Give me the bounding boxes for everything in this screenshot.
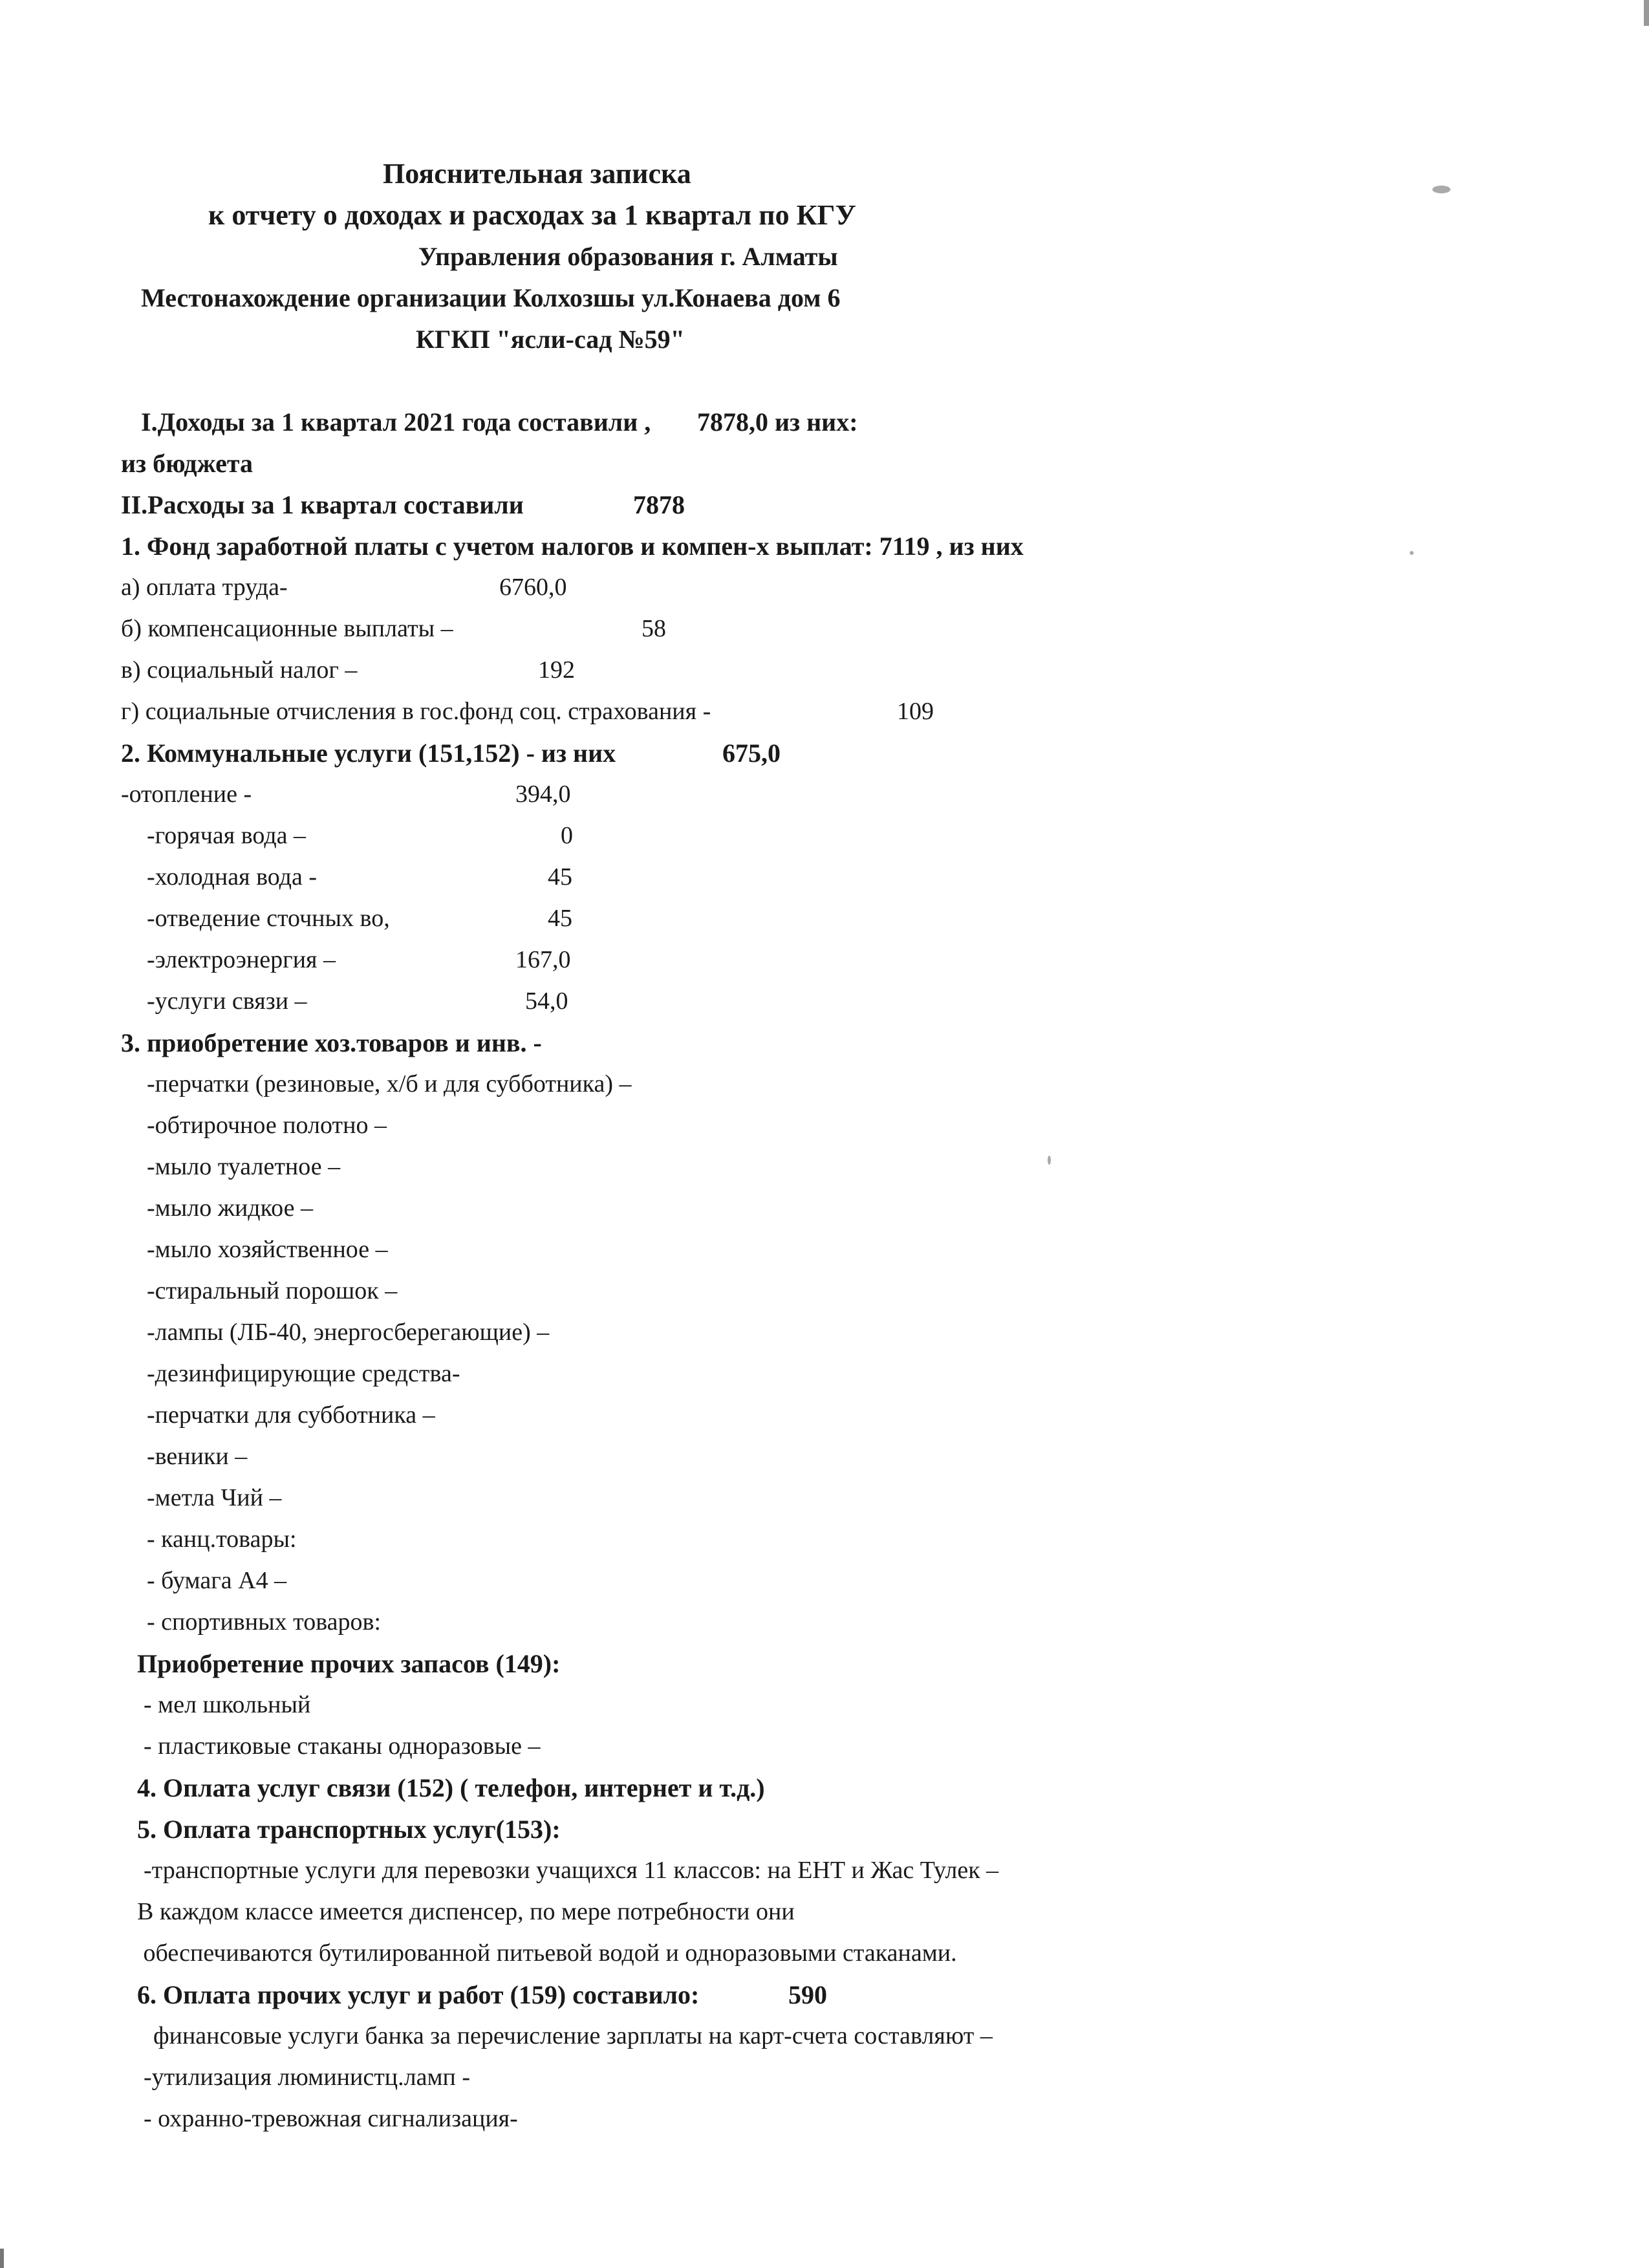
- supply-item: -мыло туалетное –: [147, 1153, 341, 1180]
- supply-item: -мыло хозяйственное –: [147, 1236, 388, 1263]
- utility-item-label: -услуги связи –: [147, 988, 307, 1015]
- utilities-value: 675,0: [722, 739, 781, 768]
- org-name: Управления образования г. Алматы: [418, 242, 838, 271]
- utility-item-label: -электроэнергия –: [147, 946, 336, 973]
- utility-item-value: 45: [548, 863, 572, 891]
- utility-item-value: 45: [548, 905, 572, 932]
- transport-line: обеспечиваются бутилированной питьевой водой и одноразовыми стаканами.: [137, 1939, 957, 1967]
- payroll-item-value: 6760,0: [499, 574, 567, 601]
- utility-item-label: -отопление -: [121, 781, 252, 808]
- supply-item: -мыло жидкое –: [147, 1194, 313, 1222]
- scan-speck: [1432, 186, 1450, 193]
- supply-item: - канц.товары:: [147, 1526, 297, 1553]
- payroll-item-label: в) социальный налог –: [121, 656, 358, 684]
- income-value: 7878,0 из них:: [697, 407, 858, 437]
- other-stock-heading: Приобретение прочих запасов (149):: [137, 1649, 561, 1678]
- expenses-label: II.Расходы за 1 квартал составили: [121, 490, 524, 519]
- document-title: Пояснительная записка: [383, 158, 691, 189]
- supplies-heading: 3. приобретение хоз.товаров и инв. -: [121, 1028, 542, 1057]
- other-stock-item: - пластиковые стаканы одноразовые –: [144, 1733, 541, 1760]
- utility-item-value: 54,0: [525, 988, 568, 1015]
- supply-item: -лампы (ЛБ-40, энергосберегающие) –: [147, 1319, 550, 1346]
- other-services-line: финансовые услуги банка за перечисление зарплаты на карт-счета составляют –: [153, 2022, 993, 2049]
- utility-item-label: -горячая вода –: [147, 822, 307, 849]
- scan-speck: [1048, 1156, 1051, 1165]
- other-services-value: 590: [788, 1980, 827, 2009]
- scan-edge-mark: [0, 2249, 4, 2268]
- other-services-line: -утилизация люминистц.ламп -: [144, 2064, 471, 2091]
- payroll-item-label: а) оплата труда-: [121, 574, 288, 601]
- utility-item-value: 167,0: [515, 946, 571, 973]
- institution-name: КГКП "ясли-сад №59": [416, 325, 685, 354]
- payroll-item-label: б) компенсационные выплаты –: [121, 615, 453, 642]
- payroll-item-label: г) социальные отчисления в гос.фонд соц. страхования -: [121, 698, 711, 725]
- payroll-item-value: 192: [538, 656, 575, 684]
- utility-item-label: -отведение сточных во,: [147, 905, 390, 932]
- supply-item: -дезинфицирующие средства-: [147, 1360, 460, 1387]
- supply-item: -перчатки для субботника –: [147, 1401, 435, 1429]
- payroll-item-value: 58: [641, 615, 666, 642]
- supply-item: -стиральный порошок –: [147, 1277, 398, 1304]
- supply-item: -обтирочное полотно –: [147, 1112, 387, 1139]
- other-stock-item: - мел школьный: [144, 1691, 311, 1718]
- income-line: I.Доходы за 1 квартал 2021 года составили ,: [141, 407, 651, 437]
- income-source: из бюджета: [121, 449, 253, 478]
- supply-item: -веники –: [147, 1443, 248, 1470]
- supply-item: -перчатки (резиновые, х/б и для субботника) –: [147, 1070, 632, 1097]
- communication-heading: 4. Оплата услуг связи (152) ( телефон, интернет и т.д.): [137, 1773, 765, 1802]
- transport-line: -транспортные услуги для перевозки учащихся 11 классов: на ЕНТ и Жас Тулек –: [144, 1857, 999, 1884]
- payroll-item-value: 109: [897, 698, 934, 725]
- supply-item: - спортивных товаров:: [147, 1608, 382, 1636]
- utility-item-value: 0: [561, 822, 573, 849]
- scan-edge-mark: [1644, 0, 1649, 26]
- payroll-heading: 1. Фонд заработной платы с учетом налогов и компен-х выплат: 7119 , из них: [121, 532, 1024, 561]
- document-subtitle: к отчету о доходах и расходах за 1 квартал по КГУ: [208, 199, 856, 231]
- utility-item-label: -холодная вода -: [147, 863, 318, 891]
- transport-line: В каждом классе имеется диспенсер, по мере потребности они: [137, 1898, 795, 1925]
- transport-heading: 5. Оплата транспортных услуг(153):: [137, 1815, 561, 1844]
- utility-item-value: 394,0: [515, 781, 571, 808]
- expenses-value: 7878: [633, 490, 685, 519]
- scan-speck: [1410, 551, 1414, 555]
- other-services-line: - охранно-тревожная сигнализация-: [144, 2105, 518, 2132]
- other-services-heading: 6. Оплата прочих услуг и работ (159) составило:: [137, 1980, 700, 2009]
- org-location: Местонахождение организации Колхозшы ул.Конаева дом 6: [141, 283, 841, 312]
- supply-item: - бумага А4 –: [147, 1567, 287, 1594]
- supply-item: -метла Чий –: [147, 1484, 282, 1511]
- utilities-heading: 2. Коммунальные услуги (151,152) - из них: [121, 739, 616, 768]
